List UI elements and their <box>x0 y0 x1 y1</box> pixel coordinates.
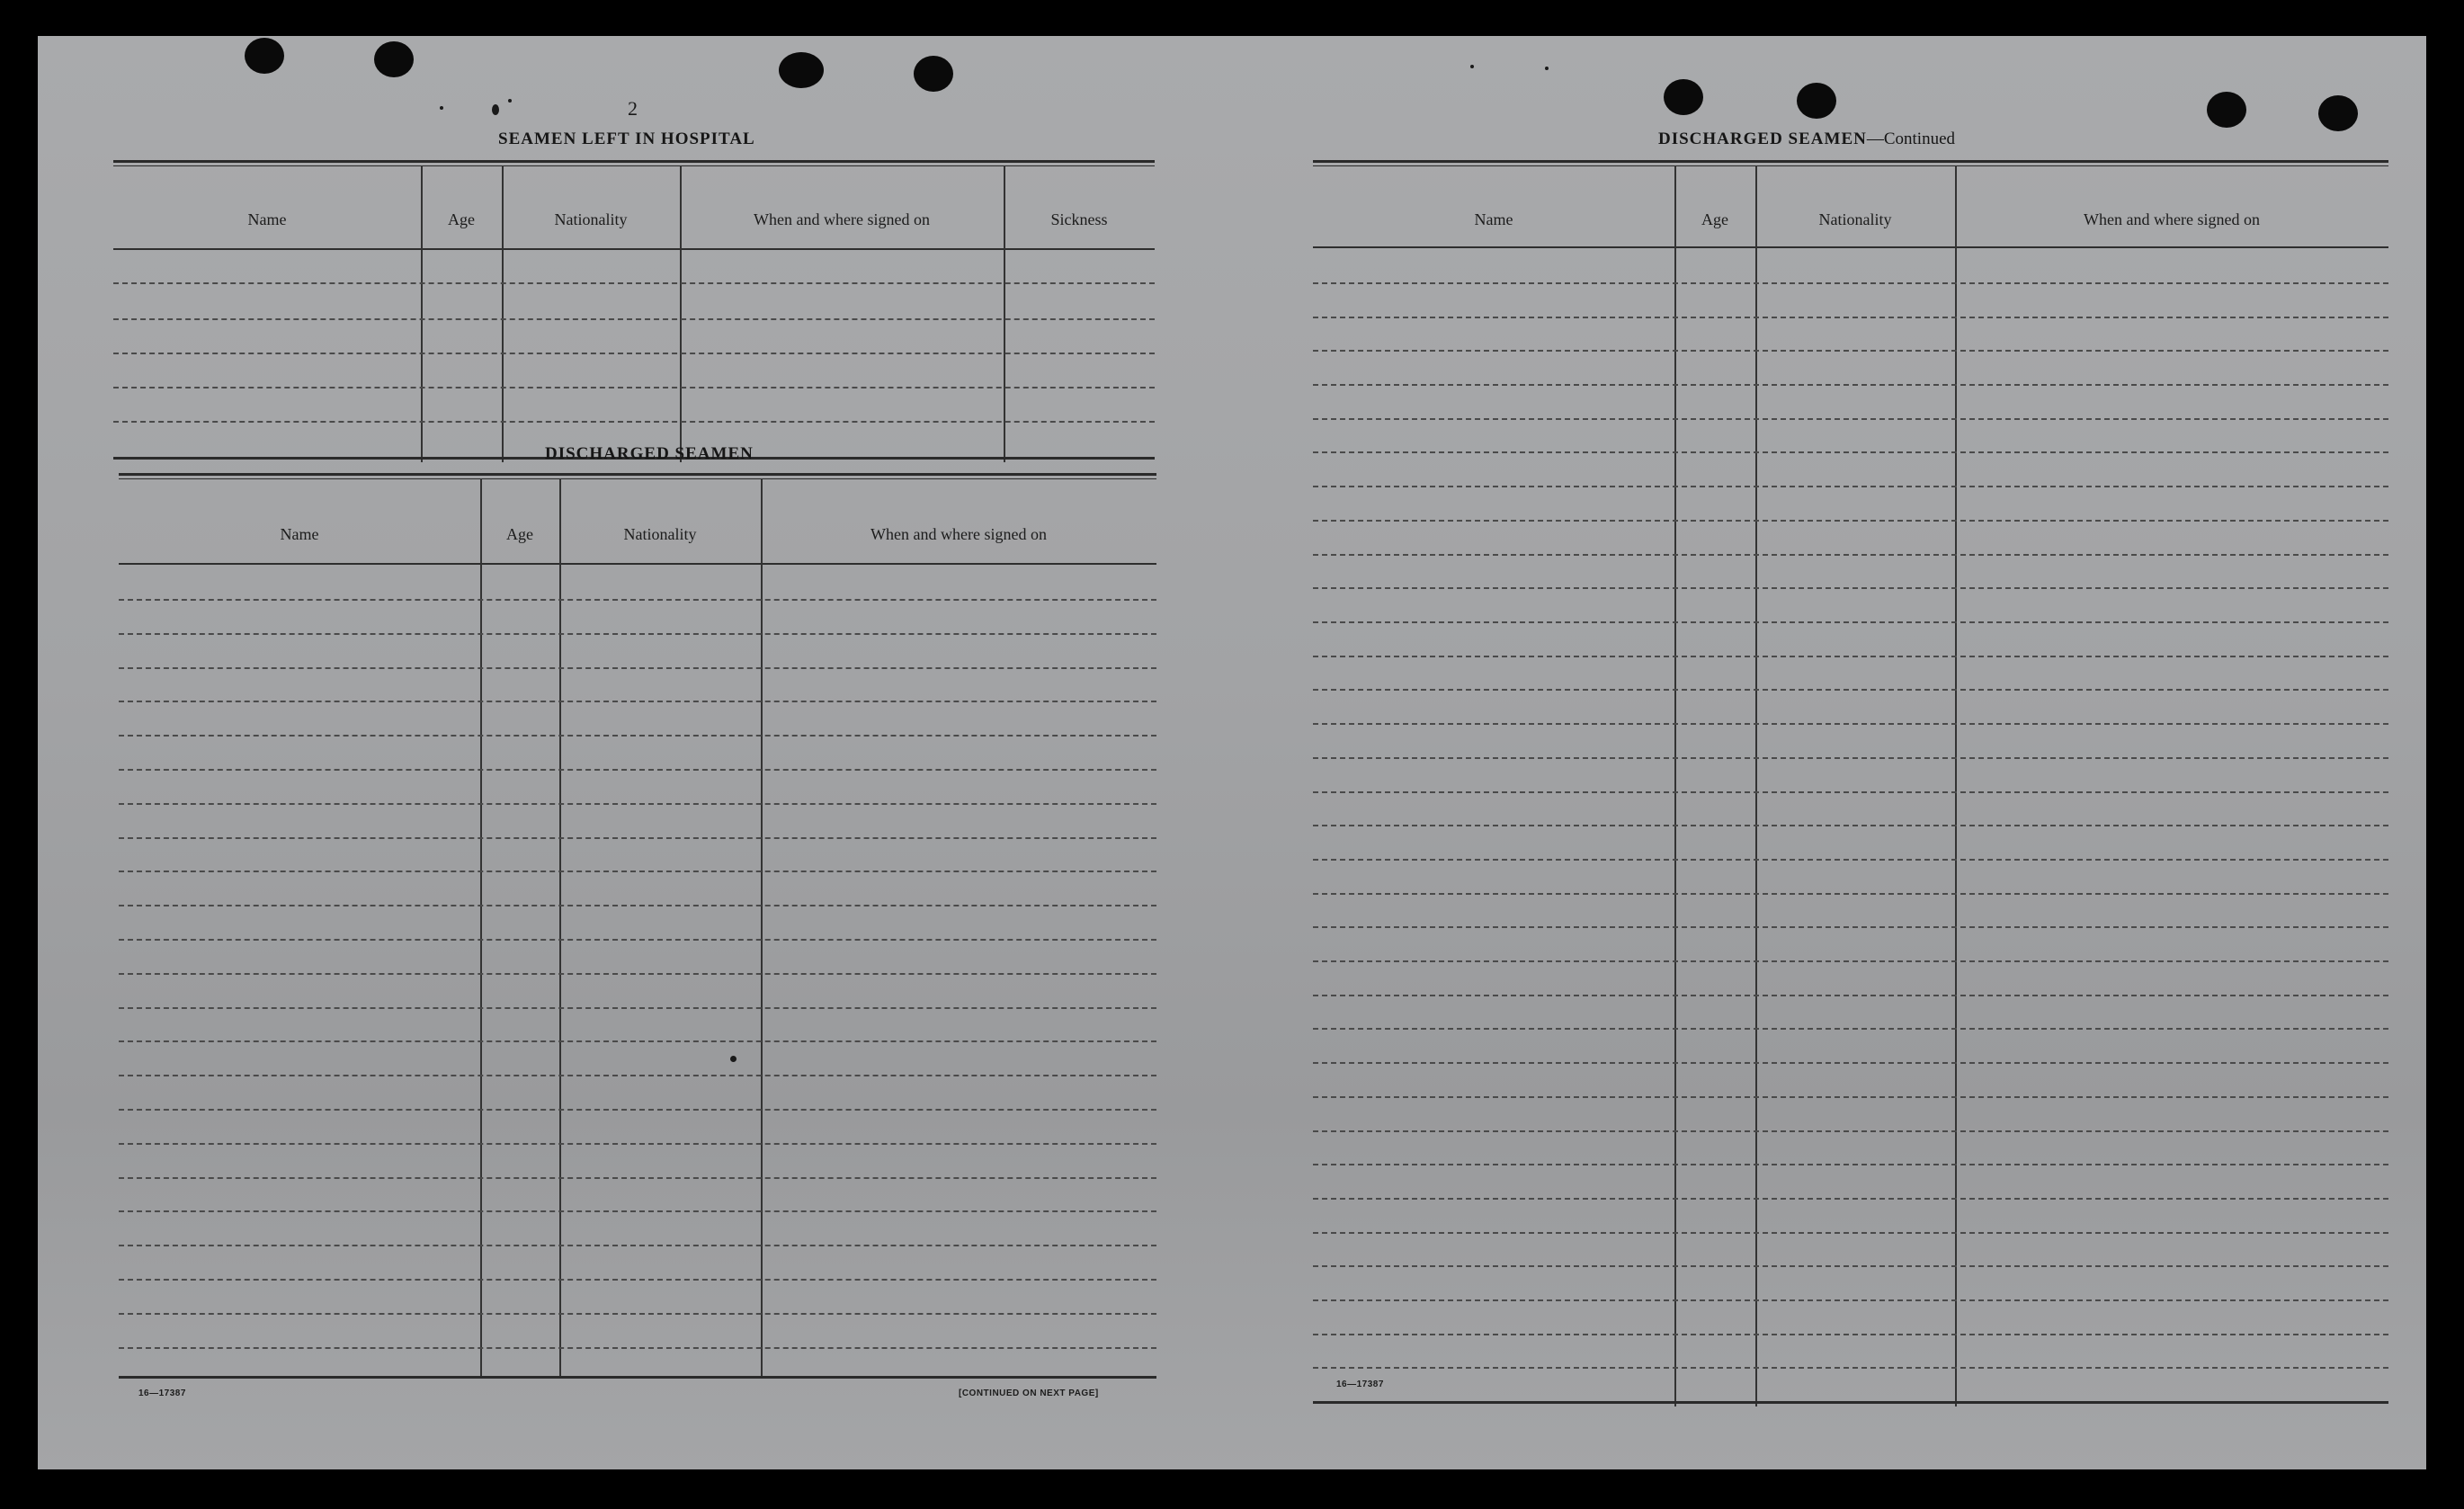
table-row <box>1313 1198 2388 1200</box>
table-row <box>119 1279 1156 1281</box>
form-number-right: 16—17387 <box>1336 1380 1384 1389</box>
table-row <box>119 803 1156 805</box>
punch-hole <box>2207 92 2246 128</box>
table-row <box>119 1177 1156 1179</box>
hospital-section-title: SEAMEN LEFT IN HOSPITAL <box>498 129 755 148</box>
table-row <box>1313 1130 2388 1132</box>
column-header-age: Age <box>506 525 533 543</box>
table-row <box>119 701 1156 702</box>
punch-hole <box>914 56 953 92</box>
hospital-table <box>113 160 1155 462</box>
table-row <box>1313 1062 2388 1064</box>
column-header-nationality: Nationality <box>1818 210 1892 228</box>
ink-speck <box>1545 67 1549 70</box>
column-header-signed-on: When and where signed on <box>754 210 930 228</box>
column-header-name: Name <box>280 525 319 543</box>
column-header-nationality: Nationality <box>554 210 628 228</box>
table-row <box>1313 317 2388 318</box>
punch-hole <box>245 38 284 74</box>
table-row <box>119 905 1156 906</box>
table-row <box>1313 350 2388 352</box>
table-row <box>1313 554 2388 556</box>
table-row <box>113 353 1155 354</box>
table-row <box>119 1075 1156 1076</box>
table-row <box>1313 723 2388 725</box>
table-row <box>113 318 1155 320</box>
table-row <box>1313 282 2388 284</box>
discharged-continued-title <box>1658 129 1955 149</box>
table-row <box>1313 825 2388 826</box>
table-row <box>1313 1028 2388 1030</box>
table-row <box>119 1347 1156 1349</box>
discharged-section-title: DISCHARGED SEAMEN <box>545 444 754 463</box>
table-row <box>1313 995 2388 996</box>
form-number-left: 16—17387 <box>138 1388 186 1398</box>
table-row <box>119 1109 1156 1111</box>
ink-speck <box>492 104 499 115</box>
table-row <box>119 769 1156 771</box>
table-row <box>119 1143 1156 1145</box>
table-row <box>1313 859 2388 861</box>
ink-speck <box>508 99 512 103</box>
punch-hole <box>1664 79 1703 115</box>
table-row <box>119 939 1156 941</box>
table-row <box>119 1007 1156 1009</box>
column-header-name: Name <box>1474 210 1513 228</box>
table-row <box>113 387 1155 388</box>
table-row <box>1313 486 2388 487</box>
table-row <box>119 973 1156 975</box>
column-divider <box>421 165 423 462</box>
column-divider <box>502 165 504 462</box>
table-row <box>1313 791 2388 793</box>
table-row <box>1313 1232 2388 1234</box>
table-row <box>1313 1367 2388 1369</box>
table-row <box>1313 520 2388 522</box>
table-row <box>1313 418 2388 420</box>
discharged-table-right <box>1313 160 2388 1406</box>
column-header-sickness: Sickness <box>1050 210 1108 228</box>
continued-note: [CONTINUED ON NEXT PAGE] <box>959 1388 1099 1398</box>
column-header-nationality: Nationality <box>623 525 697 543</box>
table-row <box>1313 1299 2388 1301</box>
table-row <box>119 1245 1156 1246</box>
table-row <box>1313 384 2388 386</box>
ink-speck <box>440 106 443 110</box>
table-row <box>1313 757 2388 759</box>
column-header-signed-on: When and where signed on <box>2084 210 2260 228</box>
table-row <box>1313 656 2388 657</box>
table-row <box>119 1040 1156 1042</box>
table-row <box>1313 893 2388 895</box>
table-row <box>119 667 1156 669</box>
table-row <box>1313 1265 2388 1267</box>
discharged-continued-title-main: DISCHARGED SEAMEN <box>1658 129 1867 148</box>
table-row <box>1313 1334 2388 1335</box>
table-row <box>119 871 1156 872</box>
table-row <box>113 421 1155 423</box>
column-header-age: Age <box>448 210 475 228</box>
continued-suffix: —Continued <box>1866 129 1956 148</box>
punch-hole <box>779 52 824 88</box>
column-divider <box>680 165 682 462</box>
table-row <box>119 837 1156 839</box>
table-row <box>1313 451 2388 453</box>
ink-speck <box>1470 65 1474 68</box>
punch-hole <box>1797 83 1836 119</box>
column-header-name: Name <box>247 210 287 228</box>
table-row <box>1313 1096 2388 1098</box>
table-row <box>119 1210 1156 1212</box>
column-header-age: Age <box>1701 210 1728 228</box>
table-row <box>119 633 1156 635</box>
table-row <box>1313 689 2388 691</box>
table-row <box>113 282 1155 284</box>
column-header-signed-on: When and where signed on <box>870 525 1047 543</box>
table-row <box>1313 960 2388 962</box>
document-sheet <box>38 36 2426 1469</box>
punch-hole <box>374 41 414 77</box>
table-row <box>1313 587 2388 589</box>
table-row <box>119 735 1156 737</box>
table-row <box>1313 621 2388 623</box>
discharged-table-left <box>119 473 1156 1383</box>
table-row <box>1313 926 2388 928</box>
table-row <box>119 1313 1156 1315</box>
page-number-left: 2 <box>628 97 638 120</box>
table-row <box>1313 1164 2388 1165</box>
table-row <box>119 599 1156 601</box>
column-divider <box>1004 165 1005 462</box>
punch-hole <box>2318 95 2358 131</box>
